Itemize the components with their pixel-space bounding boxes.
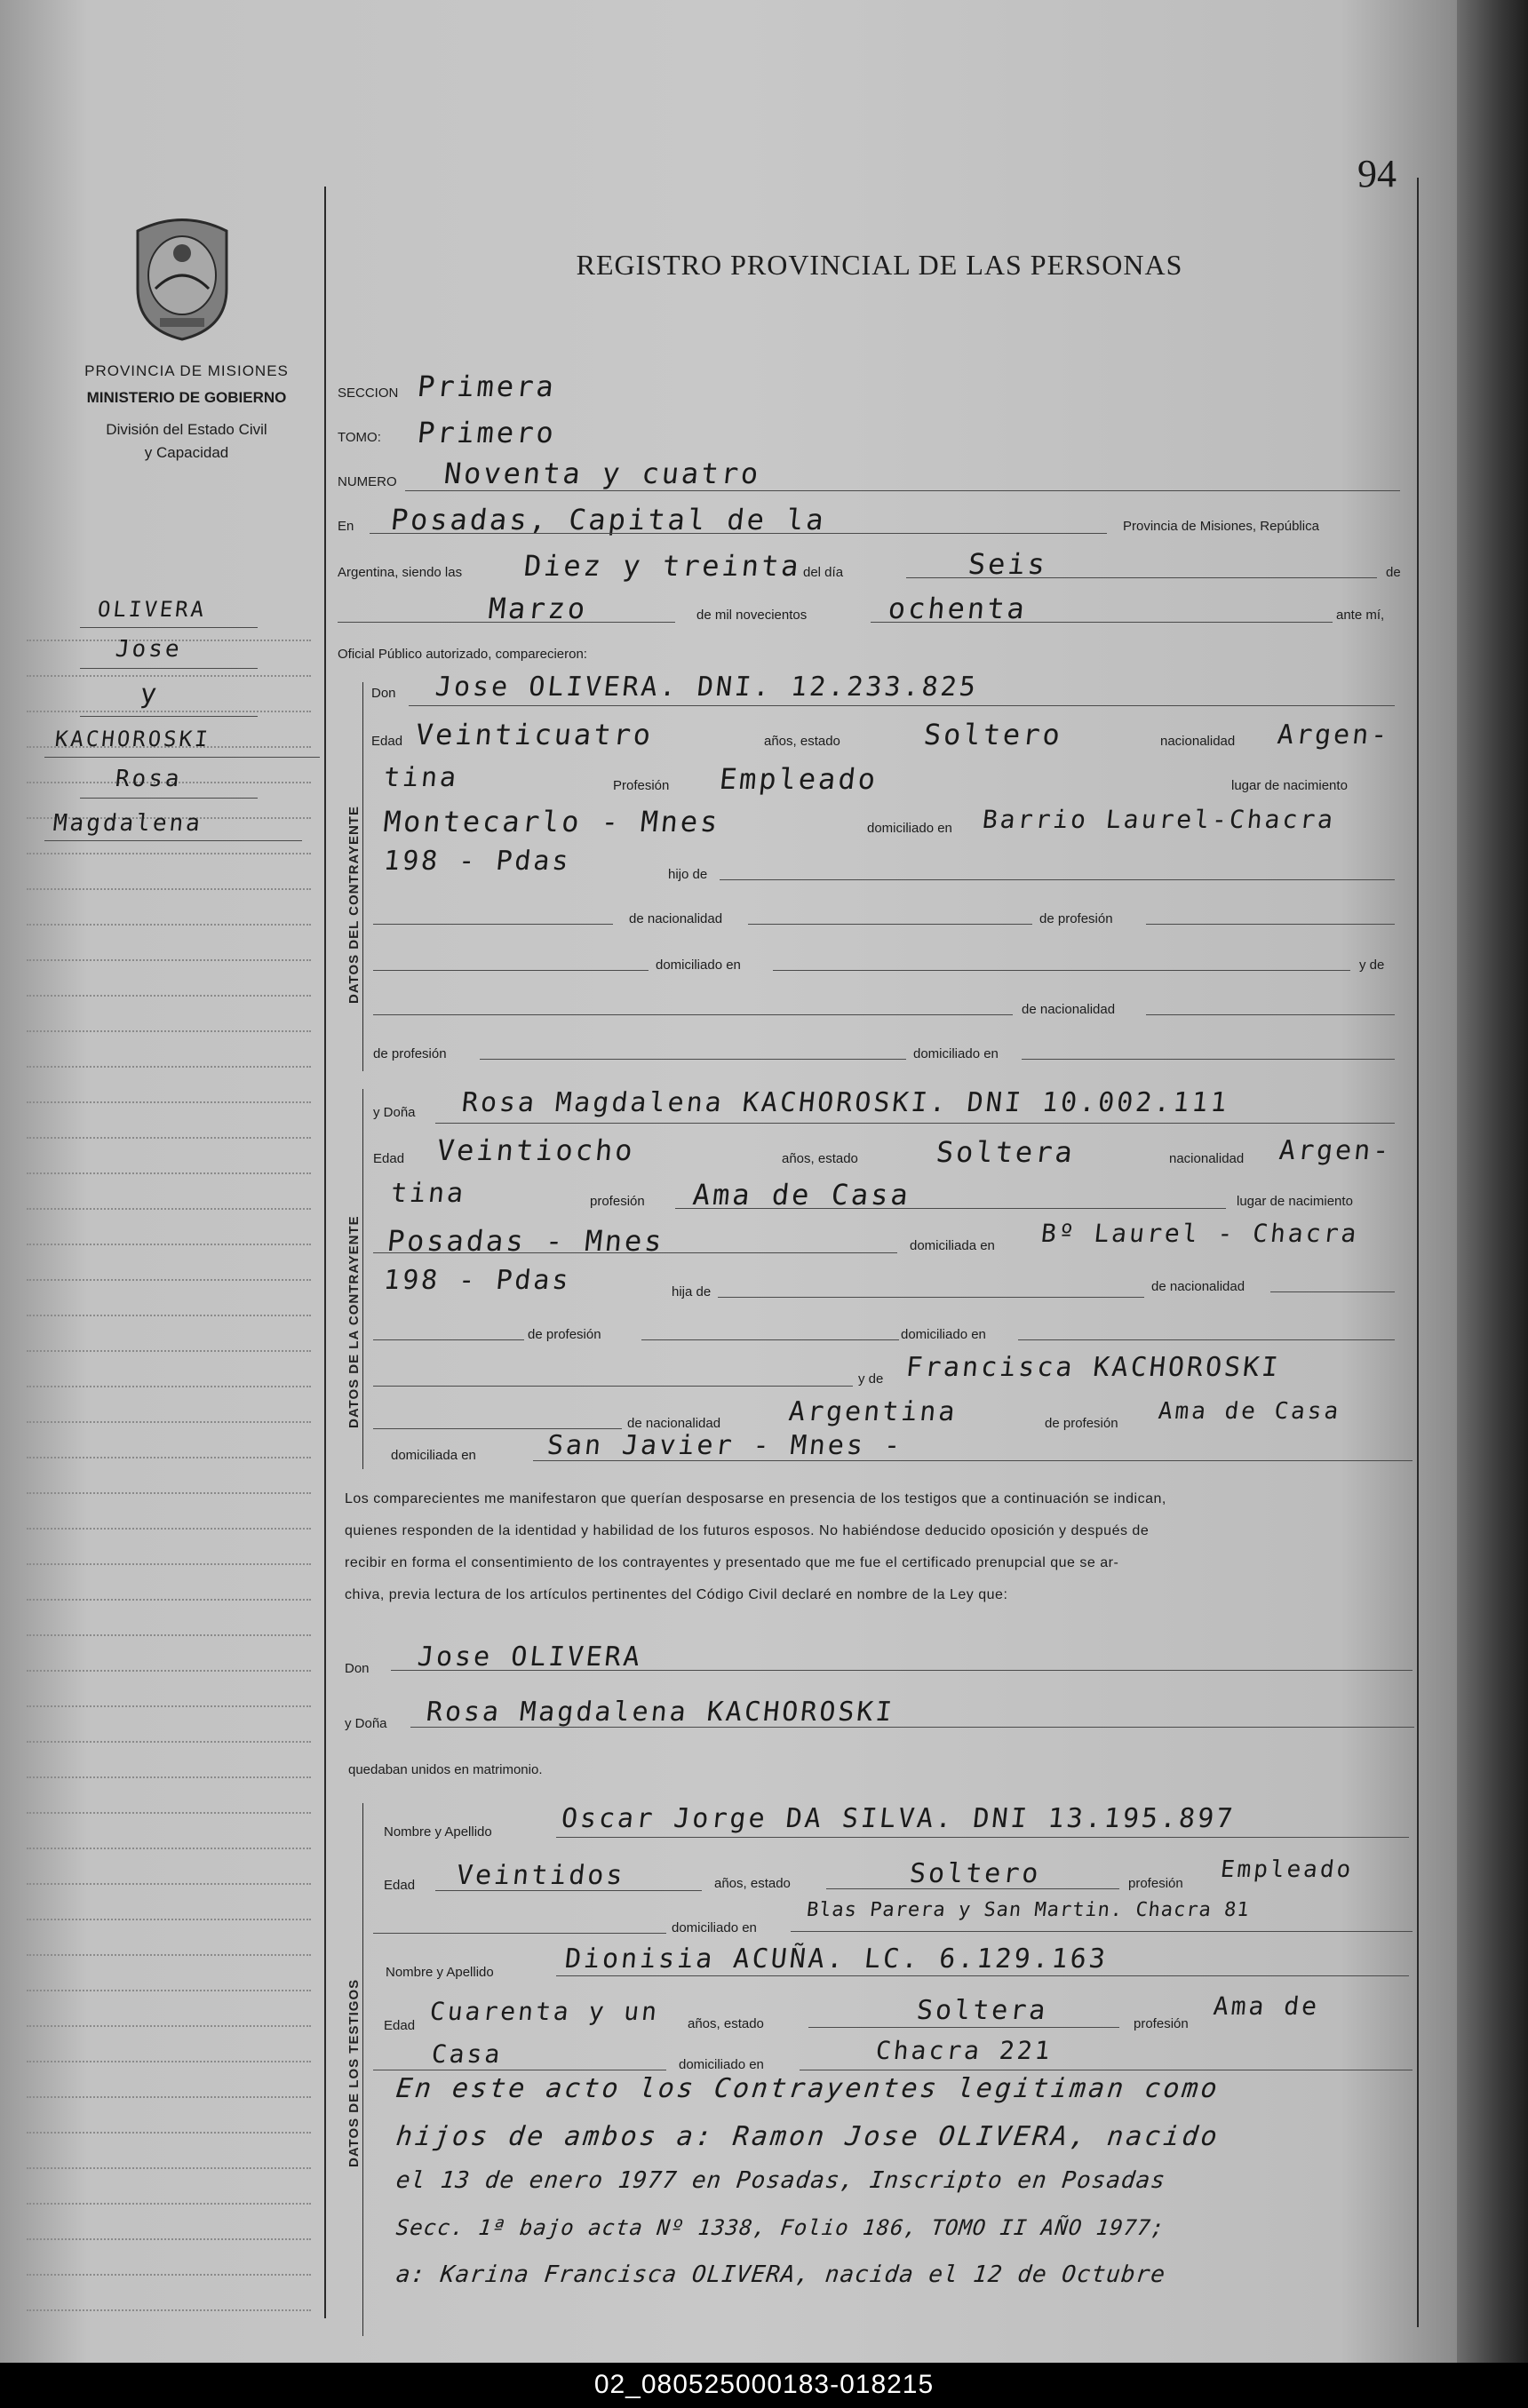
declaration-line-2: quienes responden de la identidad y habilidad de los futuros esposos. No habiéndose deducido oposición y después de — [345, 1523, 1150, 1538]
f-anios-label: años, estado — [782, 1151, 858, 1166]
contrayente-domicilio-2: 198 - Pdas — [382, 846, 573, 877]
margin-surname-1: OLIVERA — [96, 597, 208, 622]
c-de-nac-label: de nacionalidad — [629, 911, 723, 926]
contrayenta-domicilio-1: Bº Laurel - Chacra — [1039, 1219, 1361, 1248]
t1-prof-label: profesión — [1128, 1876, 1183, 1891]
madre-nacionalidad: Argentina — [787, 1396, 959, 1427]
testigos-side-label: DATOS DE LOS TESTIGOS — [346, 1978, 362, 2167]
division-line-1: División del Estado Civil — [106, 421, 267, 438]
c-prof-label: Profesión — [613, 778, 670, 793]
c-y-de-label: y de — [1359, 958, 1385, 973]
madre-profesion: Ama de Casa — [1157, 1398, 1342, 1425]
mes-value: Marzo — [487, 592, 590, 625]
testigo-2-domicilio: Chacra 221 — [874, 2036, 1054, 2065]
del-dia-label: del día — [803, 565, 844, 580]
declaration-line-1: Los comparecientes me manifestaron que querían desposarse en presencia de los testigos que a continuación se indican, — [345, 1491, 1166, 1506]
margin-given-3: Magdalena — [52, 810, 204, 837]
c-lugar-nac-label: lugar de nacimiento — [1231, 778, 1348, 793]
anio-value: ochenta — [887, 592, 1029, 625]
en-label: En — [338, 519, 354, 534]
decl-dona-label: y Doña — [345, 1716, 387, 1731]
c-domiciliado-en-2-label: domiciliado en — [913, 1046, 999, 1061]
footer-id: 02_080525000183-018215 — [593, 2370, 935, 2399]
argentina-label: Argentina, siendo las — [338, 565, 463, 580]
contrayente-profesion: Empleado — [718, 762, 880, 796]
contrayenta-estado: Soltera — [935, 1135, 1077, 1169]
contrayente-edad: Veinticuatro — [414, 718, 656, 751]
declaration-line-3: recibir en forma el consentimiento de los contrayentes y presentado que me fue el certificado prenupcial que se ar- — [345, 1555, 1119, 1570]
testigo-2-profesion-2: Casa — [430, 2039, 505, 2069]
f-edad-label: Edad — [373, 1151, 405, 1166]
testigo-1-profesion: Empleado — [1219, 1856, 1355, 1883]
decl-don-label: Don — [345, 1661, 370, 1676]
t2-dom-label: domiciliado en — [679, 2057, 764, 2072]
margin-surname-2: KACHOROSKI — [53, 727, 211, 751]
contrayente-nac-2: tina — [382, 762, 461, 793]
dona-label: y Doña — [373, 1105, 416, 1120]
contrayente-nac-1: Argen- — [1276, 719, 1392, 751]
ante-label: ante mí, — [1336, 608, 1385, 623]
nota-line-3: el 13 de enero 1977 en Posadas, Inscripto en Posadas — [394, 2167, 1167, 2194]
madre-domicilio: San Javier - Mnes - — [545, 1430, 905, 1461]
c-dom-label: domiciliado en — [867, 821, 952, 836]
testigo-2-nombre: Dionisia ACUÑA. LC. 6.129.163 — [563, 1943, 1110, 1975]
contrayenta-nac-2: tina — [389, 1178, 468, 1209]
t2-edad-label: Edad — [384, 2018, 416, 2033]
tomo-value: Primero — [416, 416, 558, 449]
f-de-profesion-label: de profesión — [1045, 1416, 1118, 1431]
nota-line-2: hijos de ambos a: Ramon Jose OLIVERA, nacido — [394, 2121, 1222, 2152]
f-y-de-label: y de — [858, 1371, 884, 1387]
decl-dona-name: Rosa Magdalena KACHOROSKI — [425, 1697, 896, 1728]
nota-line-5: a: Karina Francisca OLIVERA, nacida el 12 de Octubre — [394, 2261, 1167, 2288]
hora-value: Diez y treinta — [522, 549, 803, 583]
madre-name: Francisca KACHOROSKI — [904, 1352, 1283, 1383]
f-domiciliado-en-label: domiciliado en — [901, 1327, 986, 1342]
contrayenta-domicilio-2: 198 - Pdas — [382, 1265, 573, 1296]
tomo-label: TOMO: — [338, 430, 381, 445]
dia-value: Seis — [967, 547, 1050, 581]
provincia-label: Provincia de Misiones, República — [1123, 519, 1319, 534]
oficial-label: Oficial Público autorizado, comparecieron: — [338, 647, 587, 662]
t1-anios-label: años, estado — [714, 1876, 791, 1891]
page-number: 94 — [1357, 152, 1397, 195]
provincial-seal-icon — [124, 213, 240, 342]
document-title: REGISTRO PROVINCIAL DE LAS PERSONAS — [576, 249, 1183, 281]
contrayente-domicilio-1: Barrio Laurel-Chacra — [981, 805, 1337, 834]
decl-don-name: Jose OLIVERA — [416, 1641, 644, 1673]
t2-anios-label: años, estado — [688, 2016, 764, 2031]
page-edge-shadow — [1457, 0, 1528, 2363]
c-edad-label: Edad — [371, 734, 403, 749]
c-de-nacionalidad-label: de nacionalidad — [1022, 1002, 1116, 1017]
c-domiciliado-en-label: domiciliado en — [656, 958, 741, 973]
t2-nombre-label: Nombre y Apellido — [386, 1965, 494, 1980]
contrayenta-nac-1: Argen- — [1277, 1135, 1394, 1166]
contrayenta-profesion: Ama de Casa — [691, 1178, 912, 1212]
margin-rule — [324, 187, 326, 2318]
quedaban-text: quedaban unidos en matrimonio. — [348, 1762, 543, 1777]
f-domiciliada-label: domiciliada en — [391, 1448, 476, 1463]
mil-label: de mil novecientos — [696, 608, 808, 623]
right-rule — [1417, 178, 1419, 2327]
contrayenta-name: Rosa Magdalena KACHOROSKI. DNI 10.002.111 — [460, 1087, 1231, 1118]
seccion-value: Primera — [416, 370, 558, 403]
contrayente-estado: Soltero — [922, 718, 1064, 751]
f-de-nacionalidad-label: de nacionalidad — [627, 1416, 721, 1431]
testigo-2-edad: Cuarenta y un — [428, 1997, 661, 2026]
division-line-2: y Capacidad — [144, 444, 229, 461]
f-hija-label: hija de — [672, 1284, 712, 1299]
f-de-prof-label: de profesión — [528, 1327, 601, 1342]
nota-line-1: En este acto los Contrayentes legitiman como — [394, 2073, 1222, 2104]
testigo-1-estado: Soltero — [908, 1858, 1043, 1889]
testigo-1-edad: Veintidos — [455, 1860, 627, 1891]
c-nac-label: nacionalidad — [1160, 734, 1236, 749]
margin-conjunction: y — [139, 679, 161, 710]
nota-line-4: Secc. 1ª bajo acta Nº 1338, Folio 186, TOMO II AÑO 1977; — [394, 2215, 1166, 2240]
t1-nombre-label: Nombre y Apellido — [384, 1824, 492, 1840]
de-label: de — [1386, 565, 1401, 580]
lugar-value: Posadas, Capital de la — [389, 503, 828, 536]
f-lugar-nac-label: lugar de nacimiento — [1237, 1194, 1353, 1209]
declaration-line-4: chiva, previa lectura de los artículos pertinentes del Código Civil declaré en nombre de la Ley que: — [345, 1587, 1008, 1602]
c-hijo-label: hijo de — [668, 867, 708, 882]
don-label: Don — [371, 686, 396, 701]
seccion-label: SECCION — [338, 385, 399, 401]
t2-prof-label: profesión — [1134, 2016, 1189, 2031]
f-de-nac-label: de nacionalidad — [1151, 1279, 1245, 1294]
testigo-1-nombre: Oscar Jorge DA SILVA. DNI 13.195.897 — [560, 1803, 1238, 1834]
contrayente-side-label: DATOS DEL CONTRAYENTE — [346, 806, 362, 1004]
f-dom-label: domiciliada en — [910, 1238, 995, 1253]
c-anios-label: años, estado — [764, 734, 840, 749]
testigo-2-profesion-1: Ama de — [1212, 1991, 1321, 2021]
contrayenta-lugar-nac: Posadas - Mnes — [386, 1224, 666, 1258]
testigo-2-estado: Soltera — [915, 1995, 1050, 2026]
margin-given-1: Jose — [114, 636, 184, 663]
c-de-prof-label: de profesión — [1039, 911, 1113, 926]
province-name: PROVINCIA DE MISIONES — [84, 362, 289, 379]
contrayente-lugar-nac: Montecarlo - Mnes — [382, 805, 722, 838]
t1-edad-label: Edad — [384, 1878, 416, 1893]
contrayenta-edad: Veintiocho — [435, 1133, 637, 1167]
margin-given-2: Rosa — [114, 766, 184, 792]
f-nac-label: nacionalidad — [1169, 1151, 1245, 1166]
testigo-1-domicilio: Blas Parera y San Martin. Chacra 81 — [805, 1899, 1251, 1921]
contrayenta-side-label: DATOS DE LA CONTRAYENTE — [346, 1215, 362, 1428]
c-de-profesion-label: de profesión — [373, 1046, 447, 1061]
contrayente-name: Jose OLIVERA. DNI. 12.233.825 — [434, 672, 980, 703]
ministry-name: MINISTERIO DE GOBIERNO — [86, 389, 287, 406]
f-prof-label: profesión — [590, 1194, 645, 1209]
t1-dom-label: domiciliado en — [672, 1920, 757, 1935]
numero-label: NUMERO — [338, 474, 397, 489]
numero-value: Noventa y cuatro — [442, 457, 763, 490]
